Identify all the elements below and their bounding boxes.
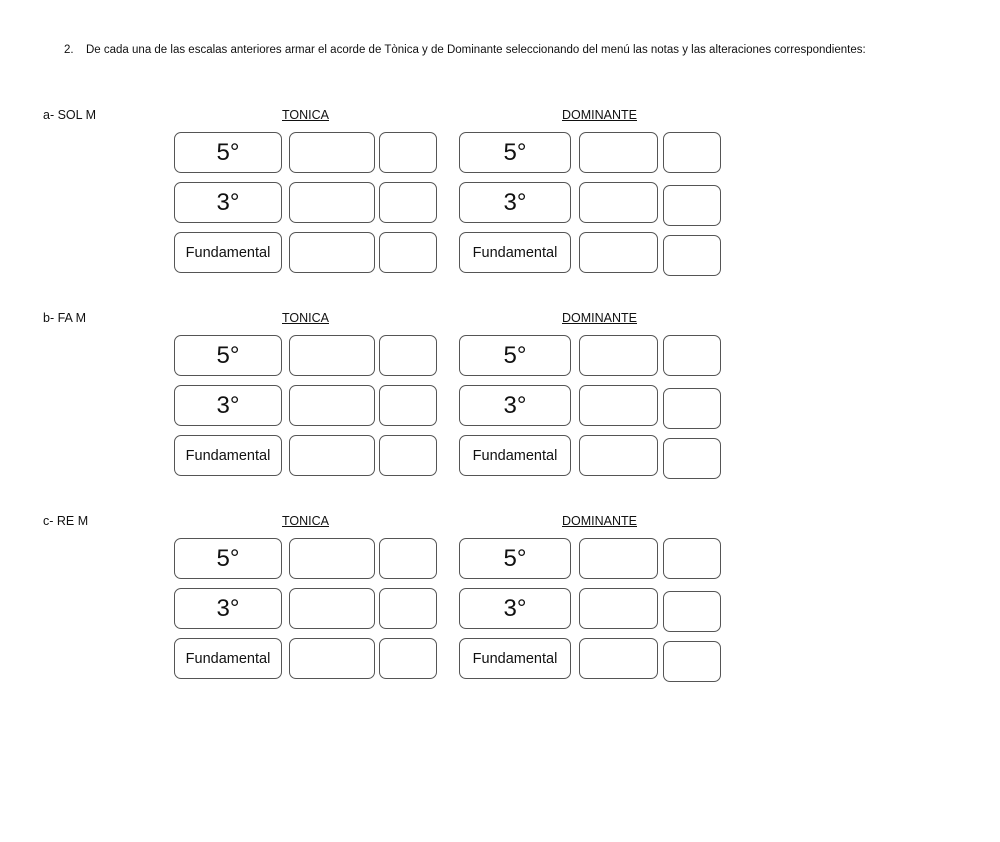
dominante-fifth-alteration-select[interactable]	[663, 335, 721, 376]
dominante-root-label: Fundamental	[459, 435, 571, 476]
dominante-root-alteration-select[interactable]	[663, 438, 721, 479]
tonica-third-note-select[interactable]	[289, 182, 375, 223]
tonica-third-alteration-select[interactable]	[379, 182, 437, 223]
tonica-third-note-select[interactable]	[289, 588, 375, 629]
section-label: b- FA M	[43, 311, 87, 325]
tonica-fifth-note-select[interactable]	[289, 132, 375, 173]
tonica-fifth-note-select[interactable]	[289, 335, 375, 376]
dominante-third-note-select[interactable]	[579, 385, 658, 426]
tonica-root-alteration-select[interactable]	[379, 232, 437, 273]
dominante-root-note-select[interactable]	[579, 638, 658, 679]
dominante-fifth-alteration-select[interactable]	[663, 132, 721, 173]
dominante-root-label: Fundamental	[459, 638, 571, 679]
dominante-root-label: Fundamental	[459, 232, 571, 273]
tonica-header: TONICA	[282, 108, 329, 122]
instruction-number: 2.	[64, 44, 74, 56]
section-label: a- SOL M	[43, 108, 97, 122]
dominante-fifth-label: 5°	[459, 132, 571, 173]
dominante-root-note-select[interactable]	[579, 435, 658, 476]
dominante-header: DOMINANTE	[562, 514, 637, 528]
tonica-third-note-select[interactable]	[289, 385, 375, 426]
dominante-fifth-label: 5°	[459, 538, 571, 579]
tonica-third-label: 3°	[174, 385, 282, 426]
section-sol-m	[0, 108, 1000, 288]
tonica-root-alteration-select[interactable]	[379, 638, 437, 679]
dominante-third-label: 3°	[459, 588, 571, 629]
instruction-text: De cada una de las escalas anteriores armar el acorde de Tònica y de Dominante seleccionando del menú las notas y las alteraciones correspondientes:	[86, 44, 866, 56]
tonica-third-label: 3°	[174, 588, 282, 629]
tonica-root-alteration-select[interactable]	[379, 435, 437, 476]
tonica-third-alteration-select[interactable]	[379, 385, 437, 426]
dominante-third-label: 3°	[459, 385, 571, 426]
tonica-third-alteration-select[interactable]	[379, 588, 437, 629]
section-fa-m	[0, 311, 1000, 491]
tonica-fifth-label: 5°	[174, 132, 282, 173]
section-re-m	[0, 514, 1000, 694]
dominante-fifth-note-select[interactable]	[579, 335, 658, 376]
tonica-fifth-alteration-select[interactable]	[379, 335, 437, 376]
tonica-fifth-alteration-select[interactable]	[379, 132, 437, 173]
dominante-third-alteration-select[interactable]	[663, 591, 721, 632]
dominante-fifth-alteration-select[interactable]	[663, 538, 721, 579]
dominante-third-alteration-select[interactable]	[663, 185, 721, 226]
dominante-header: DOMINANTE	[562, 108, 637, 122]
dominante-fifth-note-select[interactable]	[579, 538, 658, 579]
tonica-third-label: 3°	[174, 182, 282, 223]
dominante-root-note-select[interactable]	[579, 232, 658, 273]
tonica-root-note-select[interactable]	[289, 435, 375, 476]
dominante-fifth-label: 5°	[459, 335, 571, 376]
tonica-fifth-note-select[interactable]	[289, 538, 375, 579]
section-label: c- RE M	[43, 514, 89, 528]
tonica-fifth-alteration-select[interactable]	[379, 538, 437, 579]
tonica-root-note-select[interactable]	[289, 232, 375, 273]
tonica-root-note-select[interactable]	[289, 638, 375, 679]
dominante-root-alteration-select[interactable]	[663, 235, 721, 276]
tonica-fifth-label: 5°	[174, 335, 282, 376]
dominante-root-alteration-select[interactable]	[663, 641, 721, 682]
dominante-third-note-select[interactable]	[579, 588, 658, 629]
instruction	[64, 44, 964, 56]
tonica-root-label: Fundamental	[174, 638, 282, 679]
dominante-third-note-select[interactable]	[579, 182, 658, 223]
tonica-header: TONICA	[282, 311, 329, 325]
dominante-header: DOMINANTE	[562, 311, 637, 325]
tonica-fifth-label: 5°	[174, 538, 282, 579]
tonica-root-label: Fundamental	[174, 435, 282, 476]
tonica-header: TONICA	[282, 514, 329, 528]
tonica-root-label: Fundamental	[174, 232, 282, 273]
dominante-third-alteration-select[interactable]	[663, 388, 721, 429]
dominante-third-label: 3°	[459, 182, 571, 223]
dominante-fifth-note-select[interactable]	[579, 132, 658, 173]
